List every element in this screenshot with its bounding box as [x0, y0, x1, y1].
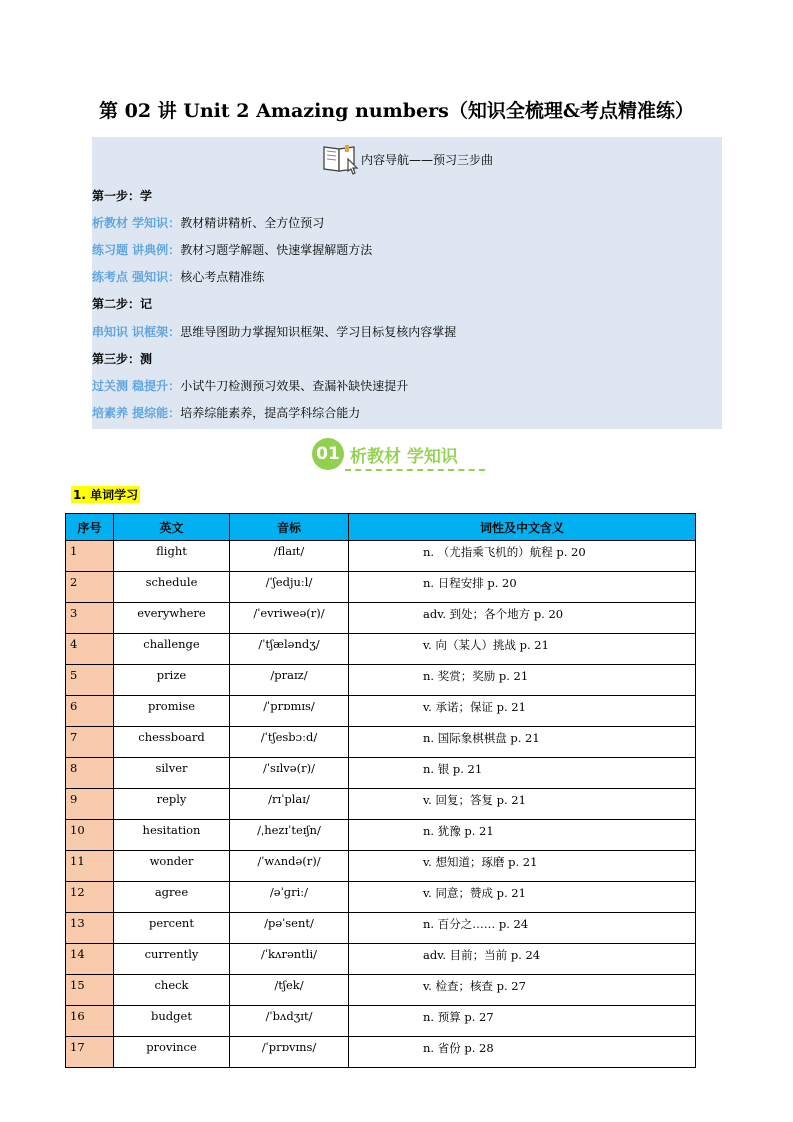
table-row	[66, 913, 696, 944]
row-phonetic: /praɪz/	[230, 665, 349, 696]
row-phonetic: /pəˈsent/	[230, 913, 349, 944]
badge-text: 析教材 学知识	[350, 446, 458, 467]
row-english: budget	[114, 1006, 230, 1037]
row-english: percent	[114, 913, 230, 944]
book-pointer-icon	[321, 141, 361, 177]
row-index: 17	[66, 1037, 114, 1068]
row-meaning: v. 同意；赞成 p. 21	[349, 882, 696, 913]
row-meaning: n. 省份 p. 28	[349, 1037, 696, 1068]
row-index: 8	[66, 758, 114, 789]
row-index: 10	[66, 820, 114, 851]
table-row	[66, 944, 696, 975]
header-meaning: 词性及中文含义	[349, 514, 696, 541]
row-meaning: n. 犹豫 p. 21	[349, 820, 696, 851]
row-english: promise	[114, 696, 230, 727]
row-index: 14	[66, 944, 114, 975]
row-phonetic: /ˈprɒvɪns/	[230, 1037, 349, 1068]
header-english: 英文	[114, 514, 230, 541]
step-3-item-2: 培素养 提综能：培养综能素养，提高学科综合能力	[92, 406, 361, 420]
row-index: 6	[66, 696, 114, 727]
row-meaning: v. 向（某人）挑战 p. 21	[349, 634, 696, 665]
row-index: 11	[66, 851, 114, 882]
header-phonetic: 音标	[230, 514, 349, 541]
row-meaning: n. 银 p. 21	[349, 758, 696, 789]
step-2-label: 第二步：记	[92, 297, 153, 311]
vocabulary-table	[65, 513, 696, 1068]
row-english: chessboard	[114, 727, 230, 758]
row-phonetic: /ˈbʌdʒɪt/	[230, 1006, 349, 1037]
row-english: currently	[114, 944, 230, 975]
section-badge	[312, 438, 458, 470]
page-title: 第 02 讲 Unit 2 Amazing numbers（知识全梳理&考点精准练）	[99, 100, 694, 122]
badge-underline	[345, 469, 485, 471]
row-phonetic: /ˈevriweə(r)/	[230, 603, 349, 634]
row-english: wonder	[114, 851, 230, 882]
row-index: 5	[66, 665, 114, 696]
row-meaning: n. 预算 p. 27	[349, 1006, 696, 1037]
row-index: 12	[66, 882, 114, 913]
row-english: challenge	[114, 634, 230, 665]
row-index: 4	[66, 634, 114, 665]
row-phonetic: /flaɪt/	[230, 541, 349, 572]
row-meaning: v. 回复；答复 p. 21	[349, 789, 696, 820]
table-row	[66, 1006, 696, 1037]
row-phonetic: /tʃek/	[230, 975, 349, 1006]
row-index: 9	[66, 789, 114, 820]
row-english: prize	[114, 665, 230, 696]
table-row	[66, 882, 696, 913]
row-meaning: n. 日程安排 p. 20	[349, 572, 696, 603]
row-phonetic: /ˈtʃæləndʒ/	[230, 634, 349, 665]
table-row	[66, 727, 696, 758]
row-index: 7	[66, 727, 114, 758]
step-2-item-1: 串知识 识框架：思维导图助力掌握知识框架、学习目标复核内容掌握	[92, 325, 457, 339]
row-meaning: adv. 到处；各个地方 p. 20	[349, 603, 696, 634]
row-english: flight	[114, 541, 230, 572]
table-row	[66, 696, 696, 727]
section-heading-vocabulary: 1. 单词学习	[73, 488, 139, 502]
row-english: hesitation	[114, 820, 230, 851]
step-3-label: 第三步：测	[92, 352, 153, 366]
row-index: 1	[66, 541, 114, 572]
row-phonetic: /ˈkʌrəntli/	[230, 944, 349, 975]
row-phonetic: /rɪˈplaɪ/	[230, 789, 349, 820]
table-row	[66, 603, 696, 634]
row-english: schedule	[114, 572, 230, 603]
step-1-label: 第一步：学	[92, 189, 153, 203]
row-index: 13	[66, 913, 114, 944]
row-meaning: n. 国际象棋棋盘 p. 21	[349, 727, 696, 758]
row-phonetic: /əˈɡriː/	[230, 882, 349, 913]
table-row	[66, 634, 696, 665]
row-meaning: n. （尤指乘飞机的）航程 p. 20	[349, 541, 696, 572]
row-english: reply	[114, 789, 230, 820]
table-row	[66, 820, 696, 851]
row-index: 3	[66, 603, 114, 634]
row-meaning: v. 想知道；琢磨 p. 21	[349, 851, 696, 882]
badge-number: 01	[312, 438, 344, 470]
row-english: check	[114, 975, 230, 1006]
header-index: 序号	[66, 514, 114, 541]
row-meaning: n. 百分之…… p. 24	[349, 913, 696, 944]
row-phonetic: /ˈtʃesbɔːd/	[230, 727, 349, 758]
step-1-item-3: 练考点 强知识：核心考点精准练	[92, 270, 265, 284]
row-phonetic: /ˈwʌndə(r)/	[230, 851, 349, 882]
row-meaning: v. 检查；核查 p. 27	[349, 975, 696, 1006]
content-navigation-box	[92, 137, 722, 429]
table-row	[66, 789, 696, 820]
nav-heading	[92, 137, 722, 177]
row-phonetic: /ˈʃedjuːl/	[230, 572, 349, 603]
step-3-item-1: 过关测 稳提升：小试牛刀检测预习效果、查漏补缺快速提升	[92, 379, 409, 393]
table-header-row	[66, 514, 696, 541]
row-phonetic: /ˈprɒmɪs/	[230, 696, 349, 727]
row-meaning: n. 奖赏；奖励 p. 21	[349, 665, 696, 696]
table-row	[66, 572, 696, 603]
row-phonetic: /ˈsɪlvə(r)/	[230, 758, 349, 789]
row-meaning: adv. 目前；当前 p. 24	[349, 944, 696, 975]
table-row	[66, 758, 696, 789]
table-row	[66, 851, 696, 882]
row-english: agree	[114, 882, 230, 913]
table-row	[66, 541, 696, 572]
step-1-item-1: 析教材 学知识：教材精讲精析、全方位预习	[92, 216, 325, 230]
row-phonetic: /ˌhezɪˈteɪʃn/	[230, 820, 349, 851]
row-english: province	[114, 1037, 230, 1068]
step-1-item-2: 练习题 讲典例：教材习题学解题、快速掌握解题方法	[92, 243, 373, 257]
nav-heading-text: 内容导航——预习三步曲	[360, 152, 493, 167]
table-row	[66, 1037, 696, 1068]
row-index: 2	[66, 572, 114, 603]
table-row	[66, 975, 696, 1006]
row-english: everywhere	[114, 603, 230, 634]
row-index: 16	[66, 1006, 114, 1037]
table-row	[66, 665, 696, 696]
row-index: 15	[66, 975, 114, 1006]
row-meaning: v. 承诺；保证 p. 21	[349, 696, 696, 727]
row-english: silver	[114, 758, 230, 789]
